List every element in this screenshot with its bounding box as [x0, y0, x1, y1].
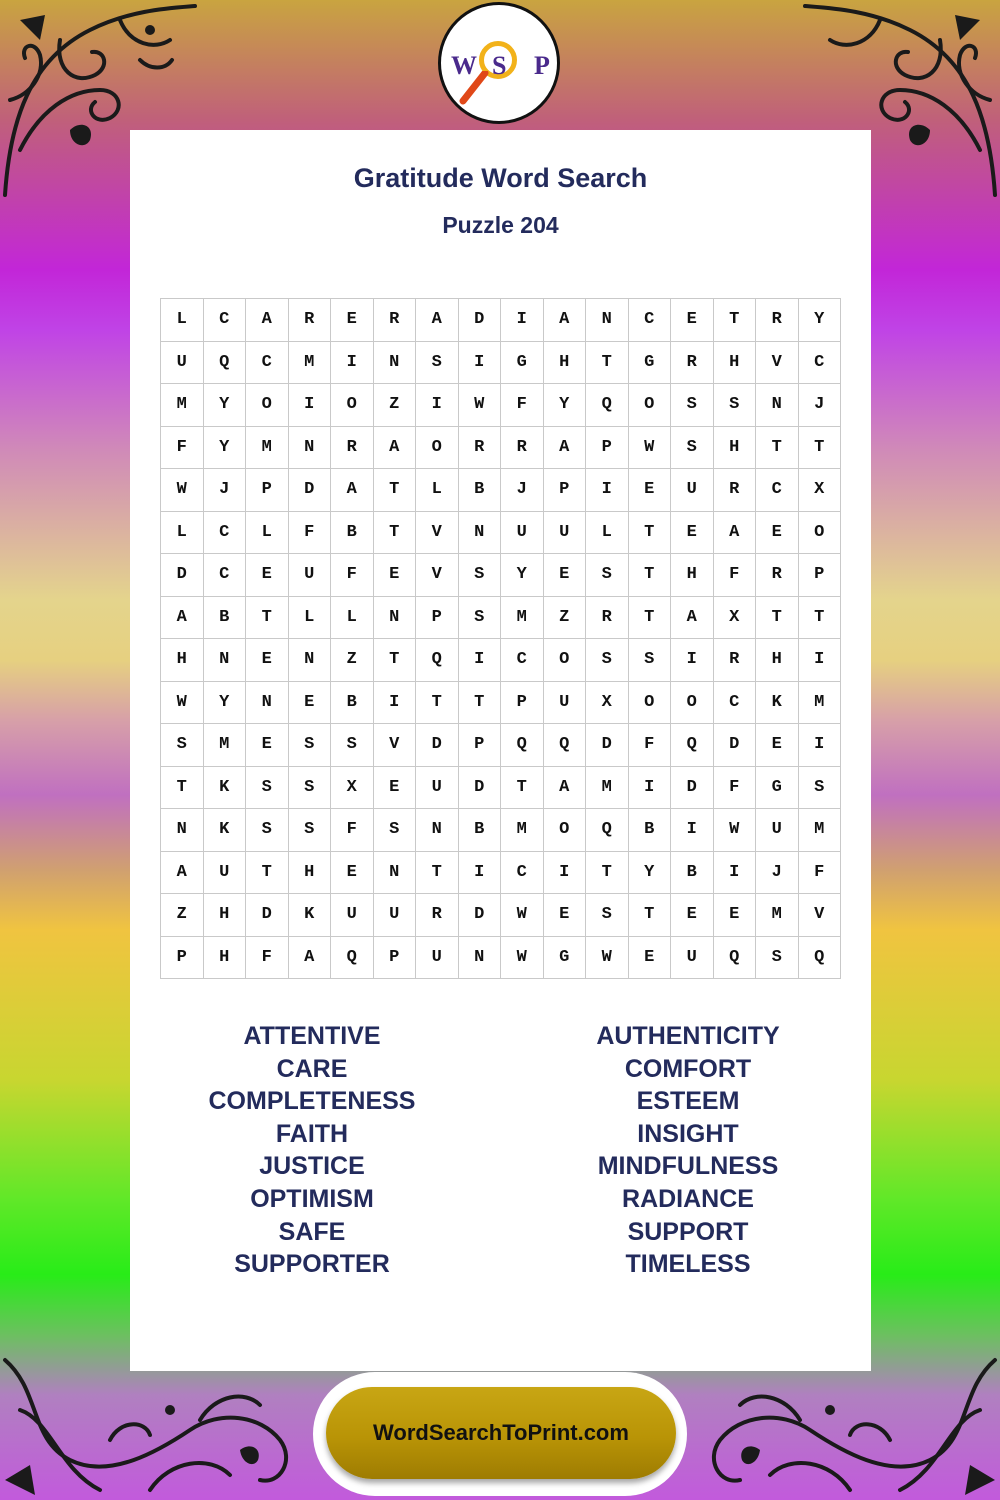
grid-cell[interactable]: A	[289, 937, 332, 980]
grid-cell[interactable]: I	[459, 342, 502, 385]
grid-cell[interactable]: I	[544, 852, 587, 895]
grid-cell[interactable]: D	[246, 894, 289, 937]
grid-cell[interactable]: F	[501, 384, 544, 427]
grid-cell[interactable]: Y	[501, 554, 544, 597]
grid-cell[interactable]: W	[459, 384, 502, 427]
grid-cell[interactable]: E	[331, 299, 374, 342]
grid-cell[interactable]: F	[714, 767, 757, 810]
grid-cell[interactable]: S	[289, 809, 332, 852]
word-list-item: ATTENTIVE	[243, 1022, 381, 1050]
grid-cell[interactable]: L	[289, 597, 332, 640]
grid-cell[interactable]: E	[289, 682, 332, 725]
grid-cell[interactable]: S	[289, 767, 332, 810]
grid-cell[interactable]: N	[756, 384, 799, 427]
grid-cell[interactable]: T	[416, 682, 459, 725]
grid-cell[interactable]: P	[459, 724, 502, 767]
grid-cell[interactable]: W	[501, 937, 544, 980]
grid-cell[interactable]: T	[629, 512, 672, 555]
grid-cell[interactable]: H	[161, 639, 204, 682]
grid-cell[interactable]: S	[416, 342, 459, 385]
grid-cell[interactable]: M	[204, 724, 247, 767]
bottom-right-ornament-icon	[670, 1350, 1000, 1500]
grid-cell[interactable]: Y	[629, 852, 672, 895]
grid-cell[interactable]: G	[756, 767, 799, 810]
website-link-button[interactable]: WordSearchToPrint.com	[326, 1387, 676, 1479]
grid-cell[interactable]: R	[331, 427, 374, 470]
grid-cell[interactable]: S	[374, 809, 417, 852]
grid-cell[interactable]: U	[161, 342, 204, 385]
grid-cell[interactable]: E	[756, 512, 799, 555]
grid-cell[interactable]: N	[246, 682, 289, 725]
grid-cell[interactable]: R	[416, 894, 459, 937]
grid-cell[interactable]: T	[756, 597, 799, 640]
grid-cell[interactable]: N	[374, 342, 417, 385]
grid-cell[interactable]: I	[331, 342, 374, 385]
grid-cell[interactable]: I	[671, 639, 714, 682]
grid-cell[interactable]: Q	[714, 937, 757, 980]
word-list-item: OPTIMISM	[250, 1184, 374, 1213]
grid-cell[interactable]: F	[714, 554, 757, 597]
grid-cell[interactable]: J	[756, 852, 799, 895]
grid-cell[interactable]: W	[714, 809, 757, 852]
grid-cell[interactable]: B	[331, 512, 374, 555]
grid-cell[interactable]: T	[799, 597, 842, 640]
grid-cell[interactable]: F	[246, 937, 289, 980]
grid-cell[interactable]: H	[756, 639, 799, 682]
grid-cell[interactable]: R	[714, 639, 757, 682]
grid-cell[interactable]: B	[459, 809, 502, 852]
grid-cell[interactable]: D	[459, 894, 502, 937]
grid-cell[interactable]: E	[629, 469, 672, 512]
page-title: Gratitude Word Search	[353, 163, 648, 193]
grid-cell[interactable]: M	[799, 809, 842, 852]
grid-cell[interactable]: R	[501, 427, 544, 470]
grid-cell[interactable]: E	[756, 724, 799, 767]
grid-cell[interactable]: E	[671, 299, 714, 342]
word-list-item: FAITH	[275, 1119, 349, 1148]
grid-cell[interactable]: C	[204, 512, 247, 555]
grid-cell[interactable]: C	[629, 299, 672, 342]
word-list-item: COMPLETENESS	[208, 1087, 416, 1116]
grid-cell[interactable]: V	[416, 554, 459, 597]
grid-cell[interactable]: V	[374, 724, 417, 767]
grid-cell[interactable]: M	[246, 427, 289, 470]
grid-cell[interactable]: P	[544, 469, 587, 512]
grid-cell[interactable]: G	[544, 937, 587, 980]
grid-cell[interactable]: O	[416, 427, 459, 470]
grid-cell[interactable]: E	[671, 512, 714, 555]
grid-cell[interactable]: P	[586, 427, 629, 470]
word-list-item: CARE	[276, 1054, 348, 1083]
grid-cell[interactable]: S	[331, 724, 374, 767]
grid-cell[interactable]: N	[289, 427, 332, 470]
puzzle-number: Puzzle 204	[442, 212, 559, 238]
grid-cell[interactable]: M	[756, 894, 799, 937]
grid-cell[interactable]: T	[756, 427, 799, 470]
grid-cell[interactable]: N	[289, 639, 332, 682]
grid-cell[interactable]: E	[714, 894, 757, 937]
grid-cell[interactable]: N	[459, 937, 502, 980]
grid-cell[interactable]: L	[416, 469, 459, 512]
grid-cell[interactable]: K	[289, 894, 332, 937]
grid-cell[interactable]: C	[714, 682, 757, 725]
grid-cell[interactable]: L	[161, 512, 204, 555]
grid-cell[interactable]: U	[416, 937, 459, 980]
grid-cell[interactable]: W	[501, 894, 544, 937]
grid-cell[interactable]: O	[629, 384, 672, 427]
grid-cell[interactable]: P	[374, 937, 417, 980]
grid-cell[interactable]: T	[629, 597, 672, 640]
word-list-item: JUSTICE	[259, 1152, 365, 1181]
grid-cell[interactable]: T	[629, 554, 672, 597]
grid-cell[interactable]: E	[374, 767, 417, 810]
grid-cell[interactable]: L	[331, 597, 374, 640]
grid-cell[interactable]: E	[544, 554, 587, 597]
grid-cell[interactable]: R	[459, 427, 502, 470]
grid-cell[interactable]: T	[586, 342, 629, 385]
grid-cell[interactable]: A	[374, 427, 417, 470]
grid-cell[interactable]: I	[459, 852, 502, 895]
grid-cell[interactable]: R	[756, 554, 799, 597]
grid-cell[interactable]: Q	[671, 724, 714, 767]
grid-cell[interactable]: U	[331, 894, 374, 937]
grid-cell[interactable]: S	[629, 639, 672, 682]
grid-cell[interactable]: A	[416, 299, 459, 342]
grid-cell[interactable]: K	[756, 682, 799, 725]
grid-cell[interactable]: S	[671, 427, 714, 470]
grid-cell[interactable]: T	[374, 512, 417, 555]
grid-cell[interactable]: T	[246, 852, 289, 895]
grid-cell[interactable]: T	[459, 682, 502, 725]
grid-cell[interactable]: E	[246, 724, 289, 767]
grid-cell[interactable]: Q	[799, 937, 842, 980]
grid-cell[interactable]: S	[714, 384, 757, 427]
grid-cell[interactable]: M	[161, 384, 204, 427]
grid-cell[interactable]: N	[374, 852, 417, 895]
grid-cell[interactable]: A	[714, 512, 757, 555]
grid-cell[interactable]: K	[204, 809, 247, 852]
grid-cell[interactable]: I	[459, 639, 502, 682]
grid-cell[interactable]: X	[799, 469, 842, 512]
word-list-left	[162, 1020, 462, 1281]
grid-cell[interactable]: G	[501, 342, 544, 385]
grid-cell[interactable]: N	[416, 809, 459, 852]
grid-cell[interactable]: E	[374, 554, 417, 597]
grid-cell[interactable]: H	[714, 427, 757, 470]
grid-cell[interactable]: I	[374, 682, 417, 725]
grid-cell[interactable]: O	[629, 682, 672, 725]
grid-cell[interactable]: Z	[161, 894, 204, 937]
grid-cell[interactable]: X	[714, 597, 757, 640]
grid-cell[interactable]: U	[501, 512, 544, 555]
grid-cell[interactable]: W	[161, 682, 204, 725]
grid-cell[interactable]: R	[671, 342, 714, 385]
logo-letter-p: P	[534, 51, 550, 80]
grid-cell[interactable]: Y	[799, 299, 842, 342]
grid-cell[interactable]: D	[289, 469, 332, 512]
grid-cell[interactable]: P	[416, 597, 459, 640]
grid-cell[interactable]: E	[671, 894, 714, 937]
grid-cell[interactable]: D	[459, 299, 502, 342]
grid-cell[interactable]: F	[629, 724, 672, 767]
grid-cell[interactable]: A	[671, 597, 714, 640]
grid-cell[interactable]: B	[671, 852, 714, 895]
grid-cell[interactable]: C	[756, 469, 799, 512]
grid-cell[interactable]: L	[246, 512, 289, 555]
grid-cell[interactable]: B	[629, 809, 672, 852]
grid-cell[interactable]: S	[459, 597, 502, 640]
grid-cell[interactable]: I	[671, 809, 714, 852]
grid-cell[interactable]: H	[289, 852, 332, 895]
grid-cell[interactable]: H	[204, 937, 247, 980]
grid-cell[interactable]: G	[629, 342, 672, 385]
grid-cell[interactable]: M	[586, 767, 629, 810]
grid-cell[interactable]: Q	[416, 639, 459, 682]
grid-cell[interactable]: Z	[331, 639, 374, 682]
grid-cell[interactable]: I	[799, 639, 842, 682]
grid-cell[interactable]: I	[289, 384, 332, 427]
grid-cell[interactable]: C	[501, 852, 544, 895]
grid-cell[interactable]: S	[586, 639, 629, 682]
grid-cell[interactable]: R	[374, 299, 417, 342]
grid-cell[interactable]: A	[544, 299, 587, 342]
grid-cell[interactable]: T	[586, 852, 629, 895]
grid-cell[interactable]: F	[331, 554, 374, 597]
grid-cell[interactable]: A	[246, 299, 289, 342]
grid-cell[interactable]: E	[331, 852, 374, 895]
grid-cell[interactable]: F	[331, 809, 374, 852]
grid-cell[interactable]: O	[671, 682, 714, 725]
grid-cell[interactable]: D	[714, 724, 757, 767]
grid-cell[interactable]: V	[799, 894, 842, 937]
grid-cell[interactable]: E	[629, 937, 672, 980]
grid-cell[interactable]: I	[501, 299, 544, 342]
grid-cell[interactable]: T	[246, 597, 289, 640]
grid-cell[interactable]: E	[544, 894, 587, 937]
grid-cell[interactable]: N	[374, 597, 417, 640]
grid-cell[interactable]: E	[246, 554, 289, 597]
grid-cell[interactable]: R	[586, 597, 629, 640]
grid-cell[interactable]: L	[161, 299, 204, 342]
grid-cell[interactable]: C	[799, 342, 842, 385]
grid-cell[interactable]: J	[799, 384, 842, 427]
grid-cell[interactable]: O	[544, 639, 587, 682]
grid-cell[interactable]: D	[416, 724, 459, 767]
grid-cell[interactable]: S	[756, 937, 799, 980]
grid-cell[interactable]: Y	[204, 427, 247, 470]
grid-cell[interactable]: N	[204, 639, 247, 682]
grid-cell[interactable]: Q	[544, 724, 587, 767]
word-list-item: TIMELESS	[625, 1250, 751, 1279]
grid-cell[interactable]: H	[544, 342, 587, 385]
grid-cell[interactable]: U	[544, 682, 587, 725]
grid-cell[interactable]: T	[416, 852, 459, 895]
grid-cell[interactable]: Q	[586, 384, 629, 427]
grid-cell[interactable]: I	[416, 384, 459, 427]
grid-cell[interactable]: U	[289, 554, 332, 597]
grid-cell[interactable]: R	[714, 469, 757, 512]
grid-cell[interactable]: U	[374, 894, 417, 937]
grid-cell[interactable]: S	[246, 809, 289, 852]
grid-cell[interactable]: W	[161, 469, 204, 512]
grid-cell[interactable]: D	[671, 767, 714, 810]
logo-letter-w: W	[451, 51, 477, 80]
grid-cell[interactable]: O	[246, 384, 289, 427]
grid-cell[interactable]: T	[629, 894, 672, 937]
grid-cell[interactable]: P	[501, 682, 544, 725]
grid-cell[interactable]: U	[671, 937, 714, 980]
grid-cell[interactable]: T	[161, 767, 204, 810]
grid-cell[interactable]: D	[161, 554, 204, 597]
grid-cell[interactable]: R	[756, 299, 799, 342]
grid-cell[interactable]: P	[161, 937, 204, 980]
word-list-item: INSIGHT	[637, 1119, 739, 1148]
grid-cell[interactable]: R	[289, 299, 332, 342]
grid-cell[interactable]: V	[756, 342, 799, 385]
grid-cell[interactable]: C	[204, 554, 247, 597]
grid-cell[interactable]: S	[586, 554, 629, 597]
grid-cell[interactable]: S	[671, 384, 714, 427]
grid-cell[interactable]: W	[629, 427, 672, 470]
grid-cell[interactable]: Q	[501, 724, 544, 767]
grid-cell[interactable]: A	[331, 469, 374, 512]
grid-cell[interactable]: B	[459, 469, 502, 512]
grid-cell[interactable]: Q	[586, 809, 629, 852]
grid-cell[interactable]: C	[246, 342, 289, 385]
puzzle-sheet	[130, 130, 871, 1371]
grid-cell[interactable]: M	[501, 809, 544, 852]
grid-cell[interactable]: T	[501, 767, 544, 810]
grid-cell[interactable]: O	[799, 512, 842, 555]
grid-cell[interactable]: M	[799, 682, 842, 725]
grid-cell[interactable]: Q	[204, 342, 247, 385]
grid-cell[interactable]: Z	[544, 597, 587, 640]
grid-cell[interactable]: X	[586, 682, 629, 725]
letter-grid	[160, 298, 841, 979]
wsp-logo	[438, 2, 560, 124]
grid-cell[interactable]: B	[204, 597, 247, 640]
grid-cell[interactable]: T	[714, 299, 757, 342]
grid-cell[interactable]: D	[586, 724, 629, 767]
grid-cell[interactable]: A	[544, 427, 587, 470]
grid-cell[interactable]: D	[459, 767, 502, 810]
grid-cell[interactable]: H	[671, 554, 714, 597]
grid-cell[interactable]: T	[374, 639, 417, 682]
grid-cell[interactable]: S	[161, 724, 204, 767]
grid-cell[interactable]: F	[289, 512, 332, 555]
grid-cell[interactable]: W	[586, 937, 629, 980]
grid-cell[interactable]: U	[756, 809, 799, 852]
grid-cell[interactable]: M	[289, 342, 332, 385]
word-list-item: COMFORT	[624, 1054, 752, 1083]
grid-cell[interactable]: U	[204, 852, 247, 895]
word-list-item: MINDFULNESS	[597, 1152, 779, 1181]
word-list-item: RADIANCE	[622, 1184, 754, 1213]
grid-cell[interactable]: Y	[204, 384, 247, 427]
word-list-item: SAFE	[278, 1217, 346, 1246]
word-list-item: SUPPORTER	[234, 1250, 390, 1279]
grid-cell[interactable]: K	[204, 767, 247, 810]
grid-cell[interactable]: C	[204, 299, 247, 342]
grid-cell[interactable]: N	[459, 512, 502, 555]
grid-cell[interactable]: N	[586, 299, 629, 342]
grid-cell[interactable]: S	[799, 767, 842, 810]
grid-cell[interactable]: S	[586, 894, 629, 937]
grid-cell[interactable]: J	[204, 469, 247, 512]
logo-letter-s: S	[492, 51, 507, 80]
grid-cell[interactable]: C	[501, 639, 544, 682]
grid-cell[interactable]: Y	[544, 384, 587, 427]
word-list-item: ESTEEM	[636, 1087, 740, 1116]
grid-cell[interactable]: O	[544, 809, 587, 852]
grid-cell[interactable]: U	[544, 512, 587, 555]
grid-cell[interactable]: Y	[204, 682, 247, 725]
grid-cell[interactable]: P	[246, 469, 289, 512]
grid-cell[interactable]: I	[629, 767, 672, 810]
grid-cell[interactable]: T	[799, 427, 842, 470]
grid-cell[interactable]: Q	[331, 937, 374, 980]
grid-cell[interactable]: U	[671, 469, 714, 512]
grid-cell[interactable]: V	[416, 512, 459, 555]
word-list-item: AUTHENTICITY	[596, 1022, 780, 1050]
grid-cell[interactable]: A	[161, 852, 204, 895]
word-list-right	[538, 1020, 838, 1281]
grid-cell[interactable]: H	[714, 342, 757, 385]
grid-cell[interactable]: F	[161, 427, 204, 470]
grid-cell[interactable]: A	[544, 767, 587, 810]
grid-cell[interactable]: B	[331, 682, 374, 725]
grid-cell[interactable]: T	[374, 469, 417, 512]
grid-cell[interactable]: S	[459, 554, 502, 597]
grid-cell[interactable]: S	[289, 724, 332, 767]
grid-cell[interactable]: E	[246, 639, 289, 682]
grid-cell[interactable]: I	[586, 469, 629, 512]
grid-cell[interactable]: U	[416, 767, 459, 810]
grid-cell[interactable]: L	[586, 512, 629, 555]
word-list-item: SUPPORT	[627, 1217, 749, 1246]
grid-cell[interactable]: Z	[374, 384, 417, 427]
grid-cell[interactable]: S	[246, 767, 289, 810]
grid-cell[interactable]: F	[799, 852, 842, 895]
bottom-left-ornament-icon	[0, 1350, 330, 1500]
grid-cell[interactable]: M	[501, 597, 544, 640]
grid-cell[interactable]: X	[331, 767, 374, 810]
grid-cell[interactable]: H	[204, 894, 247, 937]
grid-cell[interactable]: P	[799, 554, 842, 597]
grid-cell[interactable]: O	[331, 384, 374, 427]
grid-cell[interactable]: I	[799, 724, 842, 767]
grid-cell[interactable]: J	[501, 469, 544, 512]
grid-cell[interactable]: N	[161, 809, 204, 852]
grid-cell[interactable]: I	[714, 852, 757, 895]
grid-cell[interactable]: A	[161, 597, 204, 640]
